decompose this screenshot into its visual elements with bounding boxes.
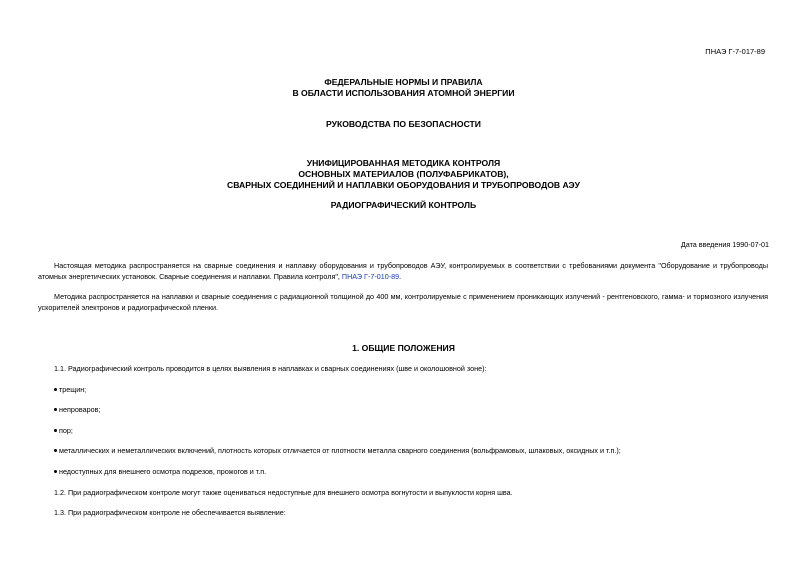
- bullet-icon: [54, 388, 57, 391]
- title-line-2: В ОБЛАСТИ ИСПОЛЬЗОВАНИЯ АТОМНОЙ ЭНЕРГИИ: [292, 88, 515, 98]
- title-line-1: ФЕДЕРАЛЬНЫЕ НОРМЫ И ПРАВИЛА: [324, 77, 483, 87]
- title-line-4: УНИФИЦИРОВАННАЯ МЕТОДИКА КОНТРОЛЯ: [306, 158, 501, 168]
- title-line-7: РАДИОГРАФИЧЕСКИЙ КОНТРОЛЬ: [330, 200, 477, 210]
- title-federal-norms: [0, 77, 807, 99]
- item-1-1: 1.1. Радиографический контроль проводится в целях выявления в наплавках и сварных соединениях (шве и околошовной зоне):: [54, 364, 487, 373]
- paragraph-scope-text: Настоящая методика распространяется на сварные соединения и наплавку оборудования и трубопроводов АЭУ, контролируемых в соответствии с требованиями документа "Оборудование и трубопроводы атомных энергетических установок. Сварные соединения и наплавки. Правила контроля",: [38, 261, 768, 281]
- title-radiographic: [0, 200, 807, 211]
- bullet-icon: [54, 429, 57, 432]
- list-item: недоступных для внешнего осмотра подрезов, прожогов и т.п.: [54, 467, 266, 477]
- paragraph-scope: [38, 261, 768, 282]
- title-line-6: СВАРНЫХ СОЕДИНЕНИЙ И НАПЛАВКИ ОБОРУДОВАНИЯ И ТРУБОПРОВОДОВ АЭУ: [227, 180, 580, 190]
- bullet-icon: [54, 408, 57, 411]
- paragraph-thickness: Методика распространяется на наплавки и сварные соединения с радиационной толщиной до 400 мм, контролируемые с применением проникающих излучений - рентгеновского, гамма- и тормозного излучения ускорителей электронов и радиографической пленки.: [38, 292, 768, 312]
- item-1-2: 1.2. При радиографическом контроле могут также оцениваться недоступные для внешнего осмотра вогнутости и выпуклости корня шва.: [54, 488, 513, 497]
- intro-date: Дата введения 1990-07-01: [680, 240, 769, 249]
- section-title: 1. ОБЩИЕ ПОЛОЖЕНИЯ: [352, 343, 455, 353]
- list-item: пор;: [54, 426, 73, 436]
- title-line-3: РУКОВОДСТВА ПО БЕЗОПАСНОСТИ: [326, 119, 481, 129]
- bullet-icon: [54, 470, 57, 473]
- list-item: металлических и неметаллических включений, плотность которых отличается от плотности металла сварного соединения (вольфрамовых, шлаковых, оксидных и т.п.);: [54, 446, 621, 456]
- document-link[interactable]: ПНАЭ Г-7-010-89: [341, 271, 400, 281]
- item-1-3: 1.3. При радиографическом контроле не обеспечивается выявление:: [54, 508, 286, 517]
- document-code: ПНАЭ Г-7-017-89: [705, 47, 765, 56]
- title-safety-guides: [0, 119, 807, 130]
- list-item: непроваров;: [54, 405, 100, 415]
- paragraph-scope-end: .: [399, 271, 402, 281]
- title-line-5: ОСНОВНЫХ МАТЕРИАЛОВ (ПОЛУФАБРИКАТОВ),: [298, 169, 509, 179]
- title-method: [0, 158, 807, 191]
- list-item: трещин;: [54, 385, 86, 395]
- bullet-icon: [54, 449, 57, 452]
